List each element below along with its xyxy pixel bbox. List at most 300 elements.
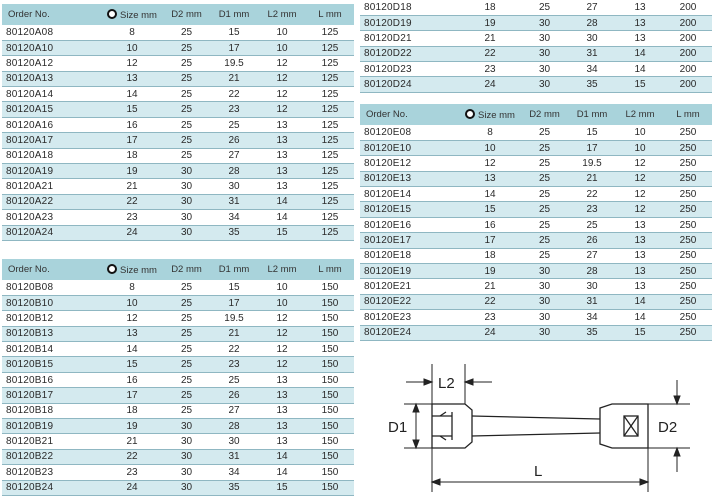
size-cell: 13 <box>101 71 163 86</box>
l2-cell: 14 <box>258 449 306 464</box>
d1-cell: 17 <box>568 140 616 155</box>
l-cell: 125 <box>306 40 354 55</box>
header-d1: D1 mm <box>210 4 258 25</box>
d1-cell: 35 <box>210 225 258 240</box>
table-row <box>2 133 354 148</box>
d1-cell: 28 <box>210 164 258 179</box>
order-no-cell: 80120B17 <box>2 388 101 403</box>
l2-cell: 15 <box>616 77 664 92</box>
d2-cell: 25 <box>521 248 568 263</box>
d1-cell: 31 <box>210 194 258 209</box>
table-row <box>2 164 354 179</box>
l-cell: 250 <box>664 187 712 202</box>
d2-cell: 25 <box>521 171 568 186</box>
l2-cell: 12 <box>616 202 664 217</box>
order-no-cell: 80120B21 <box>2 434 101 449</box>
l2-cell: 13 <box>258 419 306 434</box>
l2-cell: 14 <box>616 294 664 309</box>
table-row <box>360 62 712 77</box>
order-no-cell: 80120B15 <box>2 357 101 372</box>
l-cell: 150 <box>306 326 354 341</box>
d1-cell: 35 <box>568 325 616 340</box>
size-cell: 17 <box>459 233 521 248</box>
table-row <box>2 388 354 403</box>
d1-cell: 21 <box>568 171 616 186</box>
d1-cell: 30 <box>568 31 616 46</box>
l-cell: 150 <box>306 434 354 449</box>
size-cell: 19 <box>459 264 521 279</box>
l-cell: 150 <box>306 311 354 326</box>
order-no-cell: 80120E22 <box>360 294 459 309</box>
table-header-row <box>2 259 354 280</box>
d1-cell: 34 <box>568 310 616 325</box>
size-cell: 15 <box>459 202 521 217</box>
size-cell: 21 <box>459 279 521 294</box>
l2-cell: 14 <box>258 465 306 480</box>
l2-cell: 12 <box>258 326 306 341</box>
size-cell: 14 <box>101 342 163 357</box>
l2-cell: 12 <box>258 357 306 372</box>
header-d2: D2 mm <box>521 104 568 125</box>
l2-cell: 13 <box>258 388 306 403</box>
d2-cell: 30 <box>521 264 568 279</box>
size-cell: 24 <box>101 480 163 495</box>
l2-cell: 13 <box>258 434 306 449</box>
l2-cell: 12 <box>258 56 306 71</box>
d2-cell: 30 <box>163 179 210 194</box>
l2-cell: 13 <box>616 279 664 294</box>
l2-cell: 13 <box>258 164 306 179</box>
size-cell: 21 <box>101 179 163 194</box>
d1-cell: 27 <box>210 403 258 418</box>
l-cell: 250 <box>664 264 712 279</box>
size-cell: 22 <box>101 194 163 209</box>
order-no-cell: 80120B23 <box>2 465 101 480</box>
order-no-cell: 80120E17 <box>360 233 459 248</box>
l-cell: 150 <box>306 403 354 418</box>
order-no-cell: 80120A10 <box>2 40 101 55</box>
size-cell: 24 <box>101 225 163 240</box>
header-d2: D2 mm <box>163 259 210 280</box>
size-cell: 22 <box>459 46 521 61</box>
size-cell: 16 <box>459 217 521 232</box>
d1-cell: 34 <box>568 62 616 77</box>
d1-cell: 35 <box>210 480 258 495</box>
d2-cell: 25 <box>521 0 568 15</box>
l2-cell: 14 <box>616 62 664 77</box>
l2-cell: 13 <box>258 133 306 148</box>
l-cell: 125 <box>306 194 354 209</box>
table-row <box>2 102 354 117</box>
order-no-cell: 80120D18 <box>360 0 459 15</box>
l2-cell: 15 <box>258 225 306 240</box>
l-cell: 125 <box>306 210 354 225</box>
l-cell: 200 <box>664 0 712 15</box>
table-row <box>2 194 354 209</box>
header-l2: L2 mm <box>616 104 664 125</box>
l2-cell: 15 <box>258 480 306 495</box>
header-l2: L2 mm <box>258 4 306 25</box>
size-cell: 23 <box>101 465 163 480</box>
d2-cell: 25 <box>163 342 210 357</box>
table-row <box>2 480 354 495</box>
l-cell: 250 <box>664 125 712 140</box>
header-d2: D2 mm <box>163 4 210 25</box>
l-cell: 250 <box>664 325 712 340</box>
table-row <box>360 248 712 263</box>
d1-cell: 15 <box>210 280 258 295</box>
order-no-cell: 80120A12 <box>2 56 101 71</box>
order-no-cell: 80120B24 <box>2 480 101 495</box>
l-cell: 150 <box>306 465 354 480</box>
table-header-row <box>360 104 712 125</box>
order-no-cell: 80120D22 <box>360 46 459 61</box>
l-cell: 200 <box>664 31 712 46</box>
size-cell: 17 <box>101 388 163 403</box>
l2-cell: 10 <box>258 25 306 40</box>
l-cell: 150 <box>306 419 354 434</box>
d2-cell: 25 <box>163 133 210 148</box>
table-row <box>360 325 712 340</box>
table-row <box>360 46 712 61</box>
d2-cell: 30 <box>521 310 568 325</box>
spec-table-150 <box>2 259 354 496</box>
header-l: L mm <box>664 104 712 125</box>
l2-cell: 12 <box>258 87 306 102</box>
size-cell: 19 <box>101 164 163 179</box>
order-no-cell: 80120A21 <box>2 179 101 194</box>
order-no-cell: 80120A16 <box>2 117 101 132</box>
d2-cell: 30 <box>521 15 568 30</box>
d2-cell: 30 <box>163 225 210 240</box>
l-cell: 125 <box>306 148 354 163</box>
table-row <box>360 31 712 46</box>
l2-cell: 14 <box>258 210 306 225</box>
l-cell: 250 <box>664 310 712 325</box>
table-row <box>2 148 354 163</box>
header-d1: D1 mm <box>210 259 258 280</box>
d2-cell: 30 <box>521 62 568 77</box>
l2-cell: 13 <box>616 15 664 30</box>
l-cell: 250 <box>664 156 712 171</box>
order-no-cell: 80120E19 <box>360 264 459 279</box>
d2-cell: 25 <box>521 202 568 217</box>
d2-cell: 30 <box>163 419 210 434</box>
l-cell: 125 <box>306 71 354 86</box>
size-cell: 24 <box>459 77 521 92</box>
table-row <box>2 117 354 132</box>
size-cell: 8 <box>101 280 163 295</box>
order-no-cell: 80120E08 <box>360 125 459 140</box>
l-cell: 250 <box>664 171 712 186</box>
l-cell: 125 <box>306 56 354 71</box>
table-header-row <box>2 4 354 25</box>
l-cell: 250 <box>664 294 712 309</box>
table-row <box>360 217 712 232</box>
l-cell: 125 <box>306 179 354 194</box>
header-order-no: Order No. <box>2 4 101 25</box>
d2-cell: 30 <box>521 294 568 309</box>
l-cell: 125 <box>306 117 354 132</box>
size-cell: 8 <box>459 125 521 140</box>
order-no-cell: 80120A14 <box>2 87 101 102</box>
extension-shaft <box>472 416 600 419</box>
table-row <box>360 171 712 186</box>
size-cell: 18 <box>459 248 521 263</box>
header-size: Size mm <box>459 104 521 125</box>
l-cell: 150 <box>306 342 354 357</box>
d2-cell: 25 <box>163 388 210 403</box>
table-row <box>360 0 712 15</box>
d2-cell: 25 <box>163 403 210 418</box>
size-cell: 12 <box>101 311 163 326</box>
order-no-cell: 80120E14 <box>360 187 459 202</box>
size-cell: 12 <box>459 156 521 171</box>
header-l: L mm <box>306 4 354 25</box>
d2-cell: 25 <box>521 233 568 248</box>
d1-cell: 19.5 <box>568 156 616 171</box>
d1-cell: 19.5 <box>210 311 258 326</box>
table-row <box>360 264 712 279</box>
l2-cell: 13 <box>616 264 664 279</box>
l2-cell: 13 <box>616 233 664 248</box>
d1-cell: 30 <box>210 179 258 194</box>
l2-cell: 14 <box>616 310 664 325</box>
dimension-label-l2: L2 <box>438 375 455 392</box>
size-cell: 17 <box>101 133 163 148</box>
l2-cell: 13 <box>258 117 306 132</box>
order-no-cell: 80120B12 <box>2 311 101 326</box>
size-cell: 21 <box>459 31 521 46</box>
socket-size-icon <box>107 264 117 274</box>
d1-cell: 15 <box>210 25 258 40</box>
order-no-cell: 80120B18 <box>2 403 101 418</box>
size-cell: 16 <box>101 117 163 132</box>
l2-cell: 12 <box>258 102 306 117</box>
size-cell: 23 <box>101 210 163 225</box>
l2-cell: 15 <box>616 325 664 340</box>
header-order-no: Order No. <box>360 104 459 125</box>
header-d1: D1 mm <box>568 104 616 125</box>
d1-cell: 21 <box>210 326 258 341</box>
d1-cell: 28 <box>210 419 258 434</box>
d2-cell: 25 <box>521 156 568 171</box>
table-row <box>2 449 354 464</box>
size-cell: 18 <box>101 148 163 163</box>
d1-cell: 15 <box>568 125 616 140</box>
size-cell: 14 <box>101 87 163 102</box>
d2-cell: 25 <box>163 357 210 372</box>
size-cell: 15 <box>101 357 163 372</box>
d1-cell: 26 <box>210 133 258 148</box>
d2-cell: 25 <box>163 25 210 40</box>
d1-cell: 31 <box>568 294 616 309</box>
size-cell: 24 <box>459 325 521 340</box>
size-cell: 13 <box>459 171 521 186</box>
order-no-cell: 80120B16 <box>2 372 101 387</box>
d2-cell: 25 <box>163 280 210 295</box>
l-cell: 250 <box>664 279 712 294</box>
order-no-cell: 80120D23 <box>360 62 459 77</box>
table-row <box>2 403 354 418</box>
table-row <box>360 233 712 248</box>
order-no-cell: 80120E24 <box>360 325 459 340</box>
d2-cell: 25 <box>163 372 210 387</box>
size-cell: 12 <box>101 56 163 71</box>
size-cell: 14 <box>459 187 521 202</box>
order-no-cell: 80120E12 <box>360 156 459 171</box>
l-cell: 125 <box>306 87 354 102</box>
order-no-cell: 80120A24 <box>2 225 101 240</box>
order-no-cell: 80120B22 <box>2 449 101 464</box>
l2-cell: 12 <box>616 171 664 186</box>
d2-cell: 25 <box>163 102 210 117</box>
l-cell: 150 <box>306 295 354 310</box>
order-no-cell: 80120E10 <box>360 140 459 155</box>
table-row <box>2 210 354 225</box>
table-row <box>2 342 354 357</box>
l2-cell: 13 <box>616 31 664 46</box>
order-no-cell: 80120B14 <box>2 342 101 357</box>
socket-dimension-diagram <box>380 360 710 500</box>
l2-cell: 14 <box>616 46 664 61</box>
d1-cell: 25 <box>568 217 616 232</box>
table-row <box>360 77 712 92</box>
table-row <box>2 372 354 387</box>
order-no-cell: 80120A23 <box>2 210 101 225</box>
d2-cell: 30 <box>163 434 210 449</box>
d1-cell: 19.5 <box>210 56 258 71</box>
header-size: Size mm <box>101 4 163 25</box>
table-row <box>360 310 712 325</box>
d1-cell: 22 <box>210 87 258 102</box>
dimension-label-d1: D1 <box>388 419 408 436</box>
table-row <box>2 40 354 55</box>
d1-cell: 26 <box>210 388 258 403</box>
d1-cell: 30 <box>210 434 258 449</box>
d2-cell: 30 <box>521 77 568 92</box>
size-cell: 18 <box>101 403 163 418</box>
d1-cell: 22 <box>210 342 258 357</box>
d1-cell: 25 <box>210 372 258 387</box>
l-cell: 150 <box>306 480 354 495</box>
table-row <box>2 225 354 240</box>
size-cell: 23 <box>459 62 521 77</box>
order-no-cell: 80120B19 <box>2 419 101 434</box>
l2-cell: 13 <box>258 372 306 387</box>
header-l: L mm <box>306 259 354 280</box>
l2-cell: 12 <box>258 311 306 326</box>
l-cell: 150 <box>306 372 354 387</box>
table-row <box>2 87 354 102</box>
size-cell: 10 <box>101 295 163 310</box>
order-no-cell: 80120A17 <box>2 133 101 148</box>
size-cell: 22 <box>101 449 163 464</box>
l2-cell: 13 <box>258 148 306 163</box>
l2-cell: 10 <box>258 295 306 310</box>
order-no-cell: 80120B08 <box>2 280 101 295</box>
l2-cell: 10 <box>258 280 306 295</box>
d1-cell: 22 <box>568 187 616 202</box>
d2-cell: 25 <box>521 187 568 202</box>
order-no-cell: 80120E16 <box>360 217 459 232</box>
d1-cell: 34 <box>210 465 258 480</box>
table-row <box>2 25 354 40</box>
d2-cell: 30 <box>163 465 210 480</box>
l-cell: 250 <box>664 140 712 155</box>
l-cell: 200 <box>664 15 712 30</box>
d1-cell: 31 <box>568 46 616 61</box>
header-l2: L2 mm <box>258 259 306 280</box>
d1-cell: 27 <box>568 248 616 263</box>
d2-cell: 25 <box>163 40 210 55</box>
d2-cell: 30 <box>163 194 210 209</box>
size-cell: 21 <box>101 434 163 449</box>
d1-cell: 23 <box>210 357 258 372</box>
d1-cell: 17 <box>210 40 258 55</box>
spec-table-250 <box>360 104 712 341</box>
d1-cell: 27 <box>568 0 616 15</box>
table-row <box>360 125 712 140</box>
l-cell: 250 <box>664 202 712 217</box>
l2-cell: 10 <box>258 40 306 55</box>
d1-cell: 26 <box>568 233 616 248</box>
l-cell: 200 <box>664 46 712 61</box>
l-cell: 150 <box>306 280 354 295</box>
d2-cell: 25 <box>163 87 210 102</box>
l2-cell: 13 <box>258 403 306 418</box>
table-row <box>2 56 354 71</box>
d1-cell: 34 <box>210 210 258 225</box>
d1-cell: 31 <box>210 449 258 464</box>
size-cell: 10 <box>459 140 521 155</box>
order-no-cell: 80120A22 <box>2 194 101 209</box>
l-cell: 250 <box>664 248 712 263</box>
table-row <box>2 280 354 295</box>
l2-cell: 12 <box>258 71 306 86</box>
table-row <box>2 326 354 341</box>
order-no-cell: 80120A13 <box>2 71 101 86</box>
d2-cell: 30 <box>163 164 210 179</box>
size-cell: 19 <box>101 419 163 434</box>
d1-cell: 30 <box>568 279 616 294</box>
l-cell: 250 <box>664 233 712 248</box>
spec-table-200 <box>360 0 712 93</box>
d1-cell: 23 <box>568 202 616 217</box>
l2-cell: 10 <box>616 140 664 155</box>
l-cell: 125 <box>306 133 354 148</box>
d2-cell: 25 <box>163 148 210 163</box>
d1-cell: 17 <box>210 295 258 310</box>
table-row <box>2 465 354 480</box>
table-row <box>360 202 712 217</box>
l2-cell: 14 <box>258 194 306 209</box>
size-cell: 15 <box>101 102 163 117</box>
size-cell: 13 <box>101 326 163 341</box>
l-cell: 125 <box>306 225 354 240</box>
size-cell: 8 <box>101 25 163 40</box>
d2-cell: 25 <box>163 71 210 86</box>
d2-cell: 30 <box>163 449 210 464</box>
dimension-label-l: L <box>534 463 543 480</box>
spec-table-125 <box>2 4 354 241</box>
order-no-cell: 80120B13 <box>2 326 101 341</box>
size-cell: 22 <box>459 294 521 309</box>
l2-cell: 13 <box>616 0 664 15</box>
socket-size-icon <box>465 109 475 119</box>
d2-cell: 30 <box>521 325 568 340</box>
dimension-label-d2: D2 <box>658 419 678 436</box>
